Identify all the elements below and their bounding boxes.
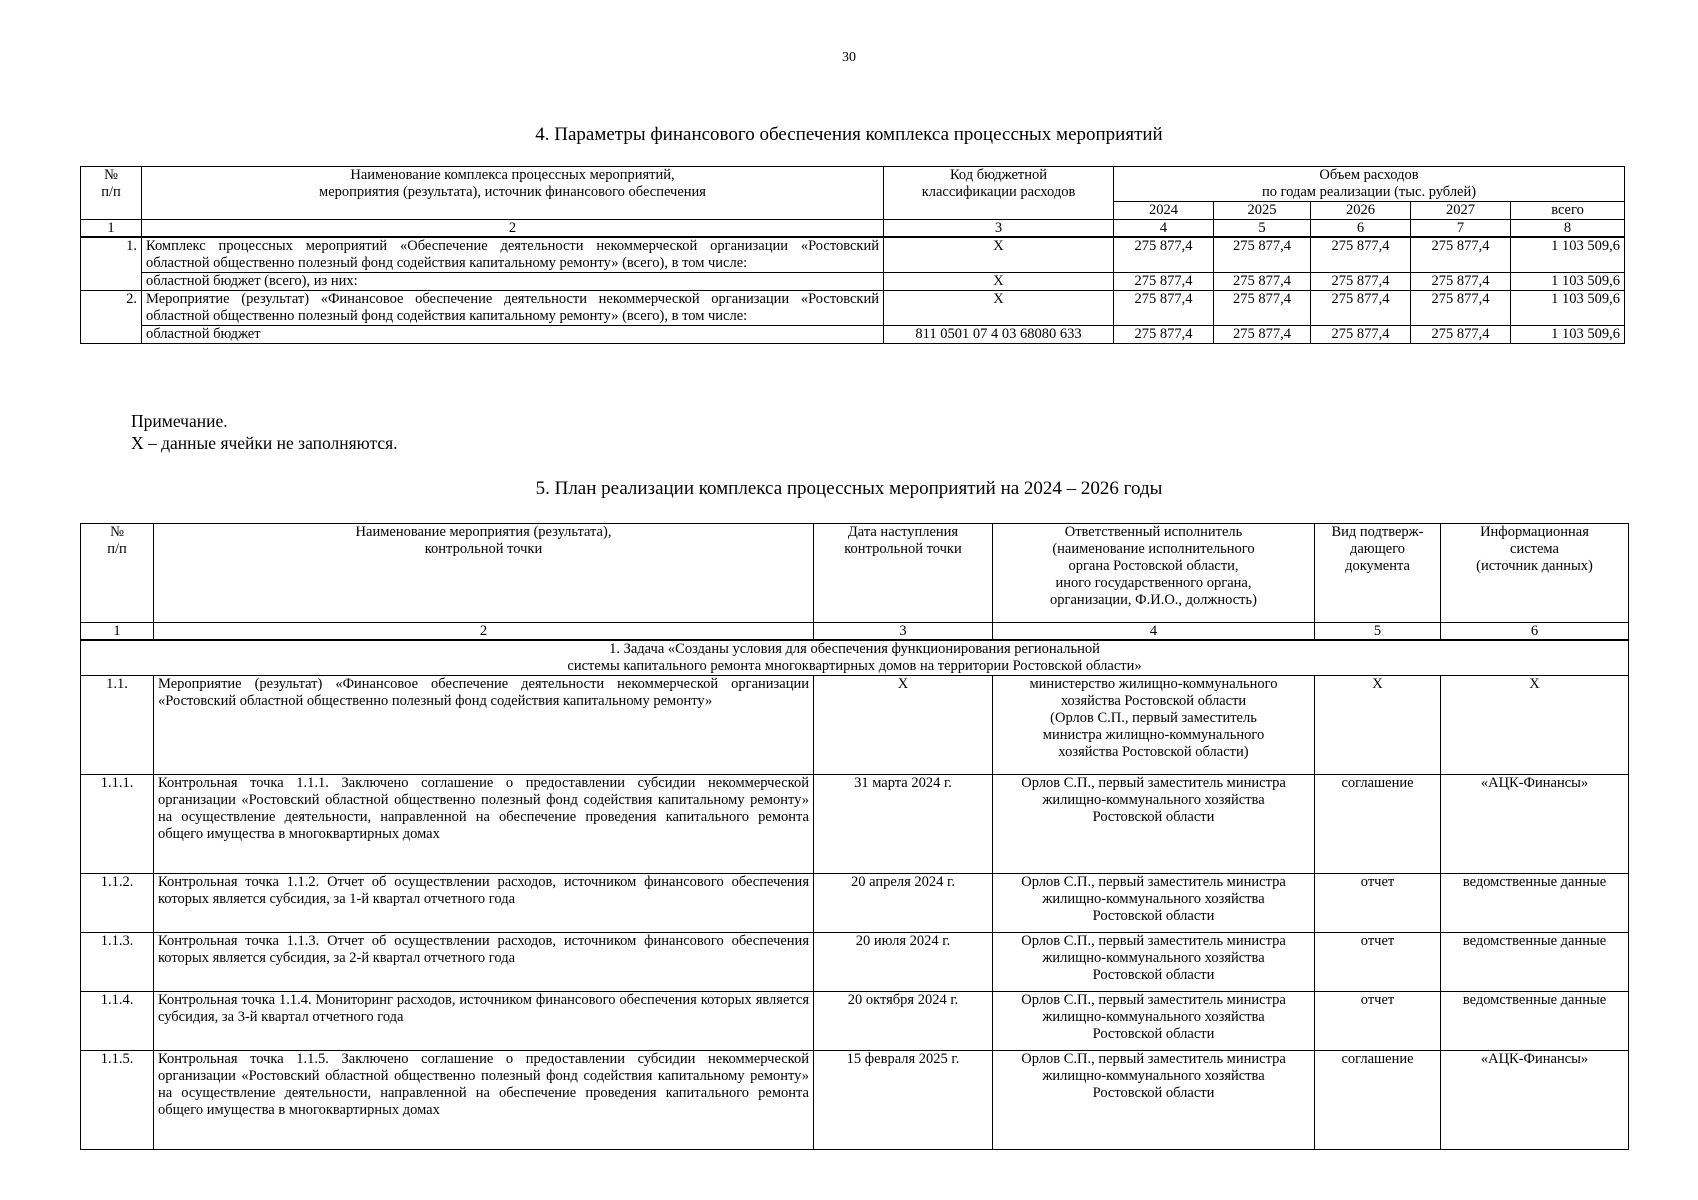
section-5-title: 5. План реализации комплекса процессных мероприятий на 2024 – 2026 годы xyxy=(535,478,1163,499)
row-name: Комплекс процессных мероприятий «Обеспечение деятельности некоммерческой организации «Ростовский областной общественно полезный фонд содействия капитальному ремонту» (всего), в том числе: xyxy=(142,237,884,273)
header-year-2025: 2025 xyxy=(1214,202,1311,220)
table-header-row xyxy=(81,167,1625,202)
row-2024: 275 877,4 xyxy=(1114,273,1214,291)
table-row xyxy=(81,775,1629,874)
table-row xyxy=(81,874,1629,933)
row-num: 1. xyxy=(81,237,142,273)
row-2025: 275 877,4 xyxy=(1214,291,1311,326)
row-system: «АЦК-Финансы» xyxy=(1441,775,1629,874)
row-2027: 275 877,4 xyxy=(1411,291,1511,326)
row-doc: соглашение xyxy=(1315,775,1441,874)
row-num xyxy=(81,326,142,344)
row-date: X xyxy=(814,676,993,775)
column-numbers-row xyxy=(81,220,1625,238)
row-system: ведомственные данные xyxy=(1441,874,1629,933)
row-num: 1.1.4. xyxy=(81,992,154,1051)
header-num: № п/п xyxy=(81,167,142,220)
row-num: 1.1.2. xyxy=(81,874,154,933)
header-year-2024: 2024 xyxy=(1114,202,1214,220)
col-number: 3 xyxy=(884,220,1114,238)
row-2024: 275 877,4 xyxy=(1114,237,1214,273)
header-system: Информационная система (источник данных) xyxy=(1441,524,1629,623)
col-number: 6 xyxy=(1441,623,1629,641)
header-executor: Ответственный исполнитель (наименование исполнительного органа Ростовской области, иного государственного органа, организации, Ф.И.О., должность) xyxy=(993,524,1315,623)
header-volume: Объем расходов по годам реализации (тыс. рублей) xyxy=(1114,167,1625,202)
note-title: Примечание. xyxy=(131,411,228,431)
row-code: X xyxy=(884,237,1114,273)
col-number: 1 xyxy=(81,623,154,641)
row-date: 20 июля 2024 г. xyxy=(814,933,993,992)
row-doc: соглашение xyxy=(1315,1051,1441,1150)
col-number: 5 xyxy=(1315,623,1441,641)
row-2025: 275 877,4 xyxy=(1214,326,1311,344)
row-system: ведомственные данные xyxy=(1441,992,1629,1051)
row-total: 1 103 509,6 xyxy=(1511,237,1625,273)
table-header-row xyxy=(81,524,1629,623)
table-row xyxy=(81,326,1625,344)
row-num: 2. xyxy=(81,291,142,326)
row-doc: X xyxy=(1315,676,1441,775)
header-year-2027: 2027 xyxy=(1411,202,1511,220)
row-executor: Орлов С.П., первый заместитель министра жилищно-коммунального хозяйства Ростовской области xyxy=(993,1051,1315,1150)
column-numbers-row xyxy=(81,623,1629,641)
row-total: 1 103 509,6 xyxy=(1511,326,1625,344)
row-num: 1.1. xyxy=(81,676,154,775)
header-total: всего xyxy=(1511,202,1625,220)
row-date: 15 февраля 2025 г. xyxy=(814,1051,993,1150)
row-doc: отчет xyxy=(1315,933,1441,992)
col-number: 2 xyxy=(142,220,884,238)
col-number: 8 xyxy=(1511,220,1625,238)
row-date: 20 октября 2024 г. xyxy=(814,992,993,1051)
row-2024: 275 877,4 xyxy=(1114,326,1214,344)
row-name: Мероприятие (результат) «Финансовое обеспечение деятельности некоммерческой организации «Ростовский областной общественно полезный фонд содействия капитальному ремонту» xyxy=(154,676,814,775)
row-name: Контрольная точка 1.1.2. Отчет об осуществлении расходов, источником финансового обеспечения которых является субсидия, за 1-й квартал отчетного года xyxy=(154,874,814,933)
row-date: 31 марта 2024 г. xyxy=(814,775,993,874)
table-row xyxy=(81,933,1629,992)
table-row xyxy=(81,1051,1629,1150)
note-text: X – данные ячейки не заполняются. xyxy=(131,433,398,453)
row-2026: 275 877,4 xyxy=(1311,237,1411,273)
header-name: Наименование комплекса процессных мероприятий, мероприятия (результата), источник финансового обеспечения xyxy=(142,167,884,220)
financing-table xyxy=(80,166,1625,344)
row-name: областной бюджет xyxy=(142,326,884,344)
row-executor: Орлов С.П., первый заместитель министра жилищно-коммунального хозяйства Ростовской области xyxy=(993,775,1315,874)
row-2026: 275 877,4 xyxy=(1311,326,1411,344)
task-row xyxy=(81,640,1629,676)
row-executor: Орлов С.П., первый заместитель министра жилищно-коммунального хозяйства Ростовской области xyxy=(993,874,1315,933)
row-2025: 275 877,4 xyxy=(1214,237,1311,273)
header-date: Дата наступления контрольной точки xyxy=(814,524,993,623)
row-2027: 275 877,4 xyxy=(1411,326,1511,344)
row-name: областной бюджет (всего), из них: xyxy=(142,273,884,291)
task-title: 1. Задача «Созданы условия для обеспечения функционирования региональной системы капитального ремонта многоквартирных домов на территории Ростовской области» xyxy=(81,640,1629,676)
header-year-2026: 2026 xyxy=(1311,202,1411,220)
row-date: 20 апреля 2024 г. xyxy=(814,874,993,933)
header-code: Код бюджетной классификации расходов xyxy=(884,167,1114,220)
row-2024: 275 877,4 xyxy=(1114,291,1214,326)
row-num: 1.1.5. xyxy=(81,1051,154,1150)
row-name: Контрольная точка 1.1.5. Заключено соглашение о предоставлении субсидии некоммерческой организации «Ростовский областной общественно полезный фонд содействия капитальному ремонту» на осуществление деятельности, направленной на обеспечение проведения капитального ремонта общего имущества в многоквартирных домах xyxy=(154,1051,814,1150)
table-row xyxy=(81,992,1629,1051)
row-total: 1 103 509,6 xyxy=(1511,273,1625,291)
row-name: Контрольная точка 1.1.4. Мониторинг расходов, источником финансового обеспечения которых является субсидия, за 3-й квартал отчетного года xyxy=(154,992,814,1051)
row-num: 1.1.1. xyxy=(81,775,154,874)
row-2026: 275 877,4 xyxy=(1311,273,1411,291)
col-number: 6 xyxy=(1311,220,1411,238)
row-system: X xyxy=(1441,676,1629,775)
row-2027: 275 877,4 xyxy=(1411,237,1511,273)
table-row xyxy=(81,291,1625,326)
col-number: 4 xyxy=(993,623,1315,641)
row-executor: Орлов С.П., первый заместитель министра жилищно-коммунального хозяйства Ростовской области xyxy=(993,933,1315,992)
row-system: ведомственные данные xyxy=(1441,933,1629,992)
row-name: Мероприятие (результат) «Финансовое обеспечение деятельности некоммерческой организации «Ростовский областной общественно полезный фонд содействия капитальному ремонту» (всего), в том числе: xyxy=(142,291,884,326)
row-2027: 275 877,4 xyxy=(1411,273,1511,291)
col-number: 4 xyxy=(1114,220,1214,238)
row-code: X xyxy=(884,291,1114,326)
row-system: «АЦК-Финансы» xyxy=(1441,1051,1629,1150)
table-row xyxy=(81,273,1625,291)
col-number: 7 xyxy=(1411,220,1511,238)
implementation-plan-table xyxy=(80,523,1629,1150)
page-number: 30 xyxy=(842,50,856,65)
row-doc: отчет xyxy=(1315,874,1441,933)
header-name: Наименование мероприятия (результата), контрольной точки xyxy=(154,524,814,623)
col-number: 2 xyxy=(154,623,814,641)
section-4-title: 4. Параметры финансового обеспечения комплекса процессных мероприятий xyxy=(535,124,1163,145)
table-row xyxy=(81,676,1629,775)
col-number: 1 xyxy=(81,220,142,238)
row-doc: отчет xyxy=(1315,992,1441,1051)
row-name: Контрольная точка 1.1.3. Отчет об осуществлении расходов, источником финансового обеспечения которых является субсидия, за 2-й квартал отчетного года xyxy=(154,933,814,992)
row-total: 1 103 509,6 xyxy=(1511,291,1625,326)
header-doc: Вид подтверж- дающего документа xyxy=(1315,524,1441,623)
row-code: X xyxy=(884,273,1114,291)
col-number: 5 xyxy=(1214,220,1311,238)
row-executor: Орлов С.П., первый заместитель министра жилищно-коммунального хозяйства Ростовской области xyxy=(993,992,1315,1051)
row-num xyxy=(81,273,142,291)
row-2025: 275 877,4 xyxy=(1214,273,1311,291)
header-num: № п/п xyxy=(81,524,154,623)
col-number: 3 xyxy=(814,623,993,641)
table-row xyxy=(81,237,1625,273)
row-2026: 275 877,4 xyxy=(1311,291,1411,326)
row-code: 811 0501 07 4 03 68080 633 xyxy=(884,326,1114,344)
row-executor: министерство жилищно-коммунального хозяйства Ростовской области (Орлов С.П., первый заместитель министра жилищно-коммунального хозяйства Ростовской области) xyxy=(993,676,1315,775)
row-name: Контрольная точка 1.1.1. Заключено соглашение о предоставлении субсидии некоммерческой организации «Ростовский областной общественно полезный фонд содействия капитальному ремонту» на осуществление деятельности, направленной на обеспечение проведения капитального ремонта общего имущества в многоквартирных домах xyxy=(154,775,814,874)
row-num: 1.1.3. xyxy=(81,933,154,992)
